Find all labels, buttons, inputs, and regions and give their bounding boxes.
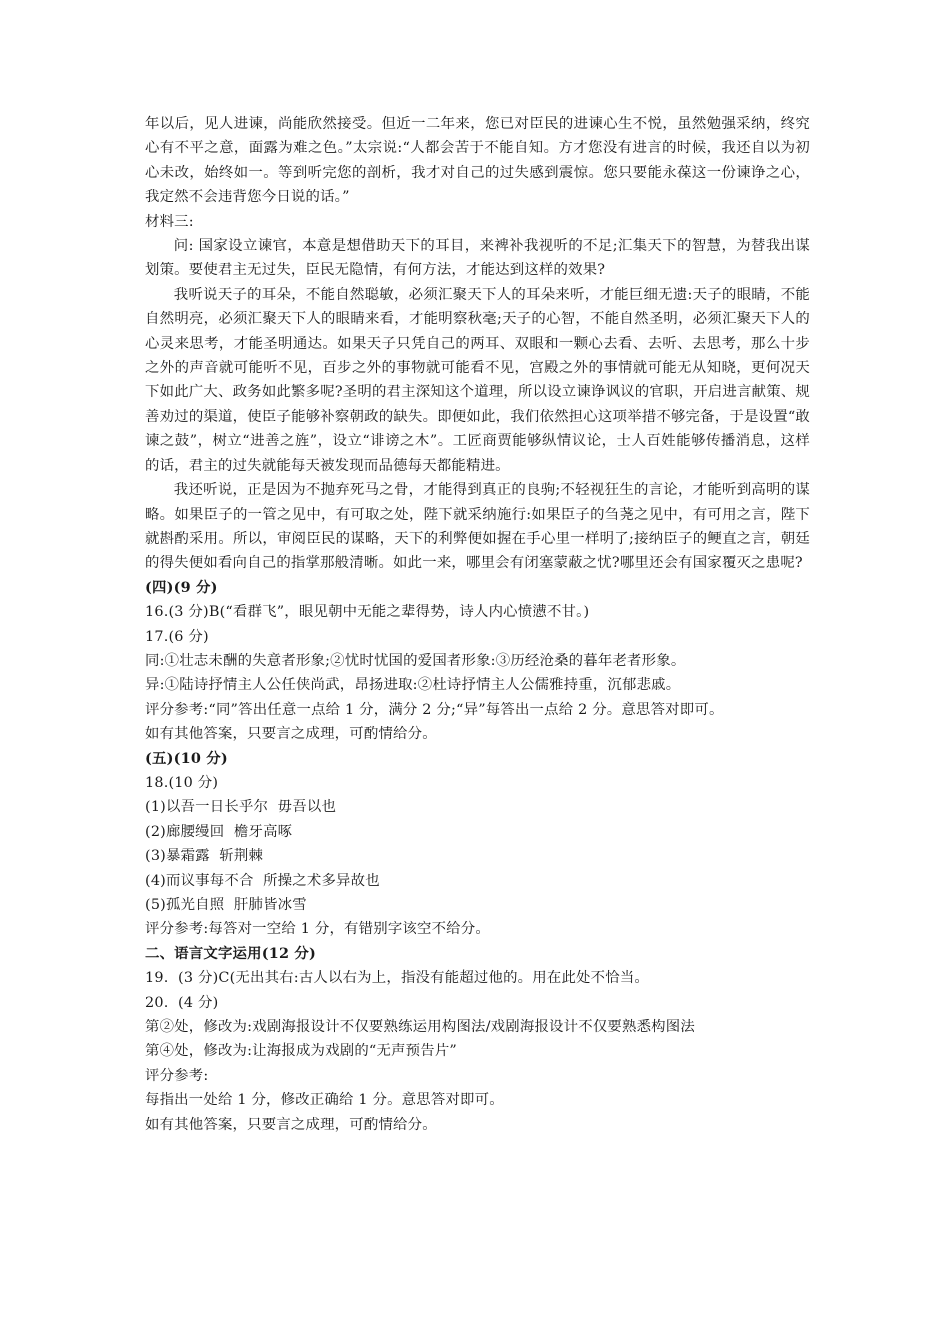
material-3-label: 材料三:	[145, 213, 194, 230]
question-18-scoring: 评分参考:每答对一空给 1 分，有错别字该空不给分。	[145, 921, 490, 938]
question-20-other: 如有其他答案，只要言之成理，可酌情给分。	[145, 1116, 437, 1133]
material-3-paragraph-2: 我还听说，正是因为不抛弃死马之骨，才能得到真正的良驹;不轻视狂生的言论，才能听到高明的谋略。如果臣子的一管之见中，有可取之处，陛下就采纳施行:如果臣子的刍荛之见中，有可用之言，陛下就斟酌采用。所以，审阅臣民的谋略，天下的利弊便如握在手心里一样明了;接纳臣子的鲠直之言，朝廷的得失便如看向自己的指掌那般清晰。如此一来，哪里会有闭塞蒙蔽之忧?哪里还会有国家覆灭之患呢?	[145, 482, 810, 572]
question-17-heading: 17.(6 分)	[145, 628, 209, 645]
section-4-heading: (四)(9 分)	[145, 578, 218, 596]
question-20-fix-2: 第②处，修改为:戏剧海报设计不仅要熟练运用构图法/戏剧海报设计不仅要熟悉构图法	[145, 1019, 695, 1036]
question-18-answer-2: (2)廊腰缦回 檐牙高啄	[145, 823, 293, 840]
question-17-differences: 异:①陆诗抒情主人公任侠尚武，昂扬进取:②杜诗抒情主人公儒雅持重，沉郁悲戚。	[145, 677, 681, 694]
question-18-answer-4: (4)而议事每不合 所操之术多异故也	[145, 872, 380, 889]
question-19-answer: 19. (3 分)C(无出其右:古人以右为上，指没有能超过他的。用在此处不恰当。	[145, 970, 649, 987]
answer-document	[145, 112, 810, 1137]
material-3-paragraph-1: 我听说天子的耳朵，不能自然聪敏，必须汇聚天下人的耳朵来听，才能巨细无遗:天子的眼睛，不能自然明亮，必须汇聚天下人的眼睛来看，才能明察秋毫;天子的心智，不能自然圣明，必须汇聚天下人的心灵来思考，才能圣明通达。如果天子只凭自己的两耳、双眼和一颗心去看、去听、去思考，那么十步之外的声音就可能听不见，百步之外的事物就可能看不见，宫殿之外的事情就可能无从知晓，更何况天下如此广大、政务如此繁多呢?圣明的君主深知这个道理，所以设立谏诤讽议的官职，开启进言献策、规善劝过的渠道，使臣子能够补察朝政的缺失。即便如此，我们依然担心这项举措不够完备，于是设置“敢谏之鼓”，树立“进善之旌”，设立“诽谤之木”。工匠商贾能够纵情议论，士人百姓能够传播消息，这样的话，君主的过失就能每天被发现而品德每天都能精进。	[145, 286, 810, 474]
question-17-other: 如有其他答案，只要言之成理，可酌情给分。	[145, 726, 437, 743]
continued-paragraph: 年以后，见人进谏，尚能欣然接受。但近一二年来，您已对臣民的进谏心生不悦，虽然勉强采纳，终究心有不平之意，面露为难之色。”太宗说:“人都会苦于不能自知。方才您没有进言的时候，我还自以为初心未改，始终如一。等到听完您的剖析，我才对自己的过失感到震惊。您只要能永葆这一份谏诤之心，我定然不会违背您今日说的话。”	[145, 116, 810, 206]
material-3-question: 问: 国家设立谏官，本意是想借助天下的耳目，来裨补我视听的不足;汇集天下的智慧，为替我出谋划策。要使君主无过失，臣民无隐情，有何方法，才能达到这样的效果?	[145, 238, 810, 279]
question-20-heading: 20. (4 分)	[145, 994, 219, 1011]
question-20-scoring: 每指出一处给 1 分，修改正确给 1 分。意思答对即可。	[145, 1092, 504, 1109]
question-16-answer: 16.(3 分)B(“看群飞”，眼见朝中无能之辈得势，诗人内心愤懑不甘。)	[145, 604, 590, 621]
question-18-heading: 18.(10 分)	[145, 774, 219, 791]
question-20-fix-4: 第④处，修改为:让海报成为戏剧的“无声预告片”	[145, 1043, 457, 1060]
question-17-similarities: 同:①壮志未酬的失意者形象;②忧时忧国的爱国者形象:③历经沧桑的暮年老者形象。	[145, 652, 686, 669]
question-20-scoring-label: 评分参考:	[145, 1067, 209, 1084]
part-2-heading: 二、语言文字运用(12 分)	[145, 944, 316, 962]
question-17-scoring: 评分参考:“同”答出任意一点给 1 分，满分 2 分;“异”每答出一点给 2 分。意思答对即可。	[145, 701, 724, 718]
question-18-answer-3: (3)暴霜露 斩荆棘	[145, 848, 264, 865]
question-18-answer-5: (5)孤光自照 肝肺皆冰雪	[145, 897, 307, 913]
question-18-answer-1: (1)以吾一日长乎尔 毋吾以也	[145, 799, 337, 816]
section-5-heading: (五)(10 分)	[145, 749, 228, 767]
